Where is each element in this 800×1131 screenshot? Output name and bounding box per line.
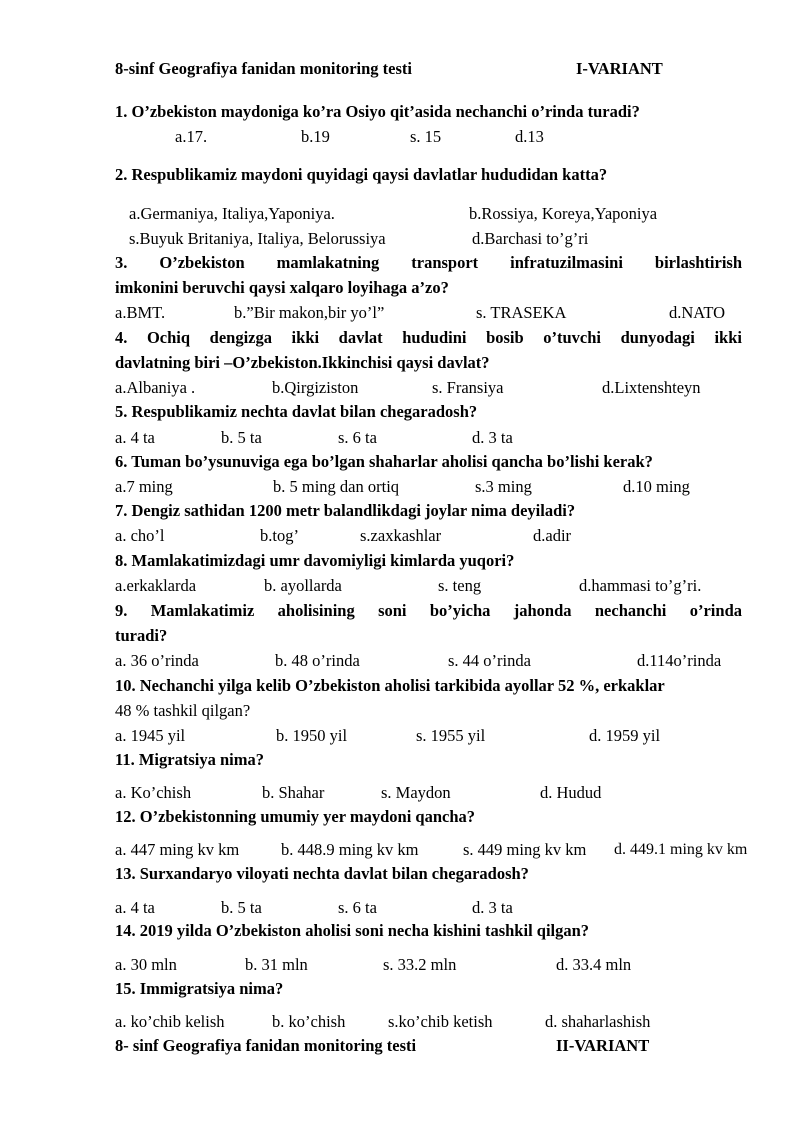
q2-option-b: b.Rossiya, Koreya,Yaponiya: [469, 204, 658, 223]
q7-option-a: a. cho’l: [115, 526, 165, 545]
question-9-line-2: turadi?: [115, 626, 168, 645]
q1-option-b: b.19: [301, 127, 330, 146]
q12-option-a: a. 447 ming kv km: [115, 840, 240, 859]
question-12: 12. O’zbekistonning umumiy yer maydoni qancha?: [115, 807, 476, 826]
q4-option-a: a.Albaniya .: [115, 378, 196, 397]
q13-option-d: d. 3 ta: [472, 898, 513, 917]
q14-option-d: d. 33.4 mln: [556, 955, 632, 974]
q2-option-d: d.Barchasi to’g’ri: [472, 229, 589, 248]
q8-option-s: s. teng: [438, 576, 482, 595]
q13-option-b: b. 5 ta: [221, 898, 262, 917]
q4-option-d: d.Lixtenshteyn: [602, 378, 701, 397]
question-8: 8. Mamlakatimizdagi umr davomiyligi kimlarda yuqori?: [115, 551, 515, 570]
q1-option-s: s. 15: [410, 127, 442, 146]
q15-option-b: b. ko’chish: [272, 1012, 346, 1031]
q3-option-s: s. TRASEKA: [476, 303, 567, 322]
q10-option-a: a. 1945 yil: [115, 726, 186, 745]
q4-option-s: s. Fransiya: [432, 378, 504, 397]
q12-option-d: d. 449.1 ming kv km: [614, 841, 748, 858]
q10-option-d: d. 1959 yil: [589, 726, 661, 745]
question-6: 6. Tuman bo’ysunuviga ega bo’lgan shaharlar aholisi qancha bo’lishi kerak?: [115, 452, 653, 471]
q6-option-a: a.7 ming: [115, 477, 173, 496]
q12-option-b: b. 448.9 ming kv km: [281, 840, 419, 859]
question-7: 7. Dengiz sathidan 1200 metr balandlikdagi joylar nima deyiladi?: [115, 501, 576, 520]
question-14: 14. 2019 yilda O’zbekiston aholisi soni necha kishini tashkil qilgan?: [115, 921, 590, 940]
q9-option-a: a. 36 o’rinda: [115, 651, 199, 670]
q14-option-a: a. 30 mln: [115, 955, 177, 974]
question-1: 1. O’zbekiston maydoniga ko’ra Osiyo qit’asida nechanchi o’rinda turadi?: [115, 102, 640, 121]
q5-option-b: b. 5 ta: [221, 428, 262, 447]
question-10-line-1: 10. Nechanchi yilga kelib O’zbekiston aholisi tarkibida ayollar 52 %, erkaklar: [115, 676, 665, 695]
q3-option-d: d.NATO: [669, 303, 726, 322]
q11-option-s: s. Maydon: [381, 783, 451, 802]
variant-2-title: 8- sinf Geografiya fanidan monitoring testi: [115, 1036, 417, 1055]
q2-option-s: s.Buyuk Britaniya, Italiya, Belorussiya: [129, 229, 386, 248]
question-3-line-1: 3. O’zbekiston mamlakatning transport infratuzilmasini birlashtirish: [115, 253, 742, 272]
q11-option-d: d. Hudud: [540, 783, 602, 802]
q5-option-d: d. 3 ta: [472, 428, 513, 447]
q14-option-s: s. 33.2 mln: [383, 955, 457, 974]
question-4-line-1: 4. Ochiq dengizga ikki davlat hududini bosib o’tuvchi dunyodagi ikki: [115, 328, 742, 347]
q11-option-a: a. Ko’chish: [115, 783, 192, 802]
q11-option-b: b. Shahar: [262, 783, 325, 802]
q8-option-d: d.hammasi to’g’ri.: [579, 576, 702, 595]
variant-label: I-VARIANT: [576, 59, 663, 78]
q5-option-s: s. 6 ta: [338, 428, 377, 447]
question-5: 5. Respublikamiz nechta davlat bilan chegaradosh?: [115, 402, 478, 421]
q13-option-s: s. 6 ta: [338, 898, 377, 917]
question-2: 2. Respublikamiz maydoni quyidagi qaysi davlatlar hududidan katta?: [115, 165, 608, 184]
q10-option-s: s. 1955 yil: [416, 726, 486, 745]
q15-option-d: d. shaharlashish: [545, 1012, 651, 1031]
question-13: 13. Surxandaryo viloyati nechta davlat bilan chegaradosh?: [115, 864, 529, 883]
q8-option-b: b. ayollarda: [264, 576, 342, 595]
q3-option-b: b.”Bir makon,bir yo’l”: [234, 303, 385, 322]
q15-option-s: s.ko’chib ketish: [388, 1012, 493, 1031]
q6-option-d: d.10 ming: [623, 477, 690, 496]
q15-option-a: a. ko’chib kelish: [115, 1012, 225, 1031]
q13-option-a: a. 4 ta: [115, 898, 155, 917]
q7-option-s: s.zaxkashlar: [360, 526, 442, 545]
q2-option-a: a.Germaniya, Italiya,Yaponiya.: [129, 204, 335, 223]
q7-option-d: d.adir: [533, 526, 572, 545]
q6-option-b: b. 5 ming dan ortiq: [273, 477, 400, 496]
question-3-line-2: imkonini beruvchi qaysi xalqaro loyihaga a’zo?: [115, 278, 449, 297]
test-title: 8-sinf Geografiya fanidan monitoring testi: [115, 59, 412, 78]
q12-option-s: s. 449 ming kv km: [463, 840, 587, 859]
q5-option-a: a. 4 ta: [115, 428, 155, 447]
q8-option-a: a.erkaklarda: [115, 576, 197, 595]
q9-option-b: b. 48 o’rinda: [275, 651, 360, 670]
question-4-line-2: davlatning biri –O’zbekiston.Ikkinchisi qaysi davlat?: [115, 353, 490, 372]
question-15: 15. Immigratsiya nima?: [115, 979, 284, 998]
q6-option-s: s.3 ming: [475, 477, 532, 496]
question-9-line-1: 9. Mamlakatimiz aholisining soni bo’yicha jahonda nechanchi o’rinda: [115, 601, 742, 620]
q1-option-a: a.17.: [175, 127, 208, 146]
q3-option-a: a.BMT.: [115, 303, 166, 322]
q7-option-b: b.tog’: [260, 526, 299, 545]
question-11: 11. Migratsiya nima?: [115, 750, 264, 769]
variant-2-label: II-VARIANT: [556, 1036, 650, 1055]
question-10-line-2: 48 % tashkil qilgan?: [115, 701, 251, 720]
q4-option-b: b.Qirgiziston: [272, 378, 359, 397]
q1-option-d: d.13: [515, 127, 544, 146]
q10-option-b: b. 1950 yil: [276, 726, 348, 745]
q9-option-s: s. 44 o’rinda: [448, 651, 531, 670]
q14-option-b: b. 31 mln: [245, 955, 308, 974]
q9-option-d: d.114o’rinda: [637, 651, 722, 670]
